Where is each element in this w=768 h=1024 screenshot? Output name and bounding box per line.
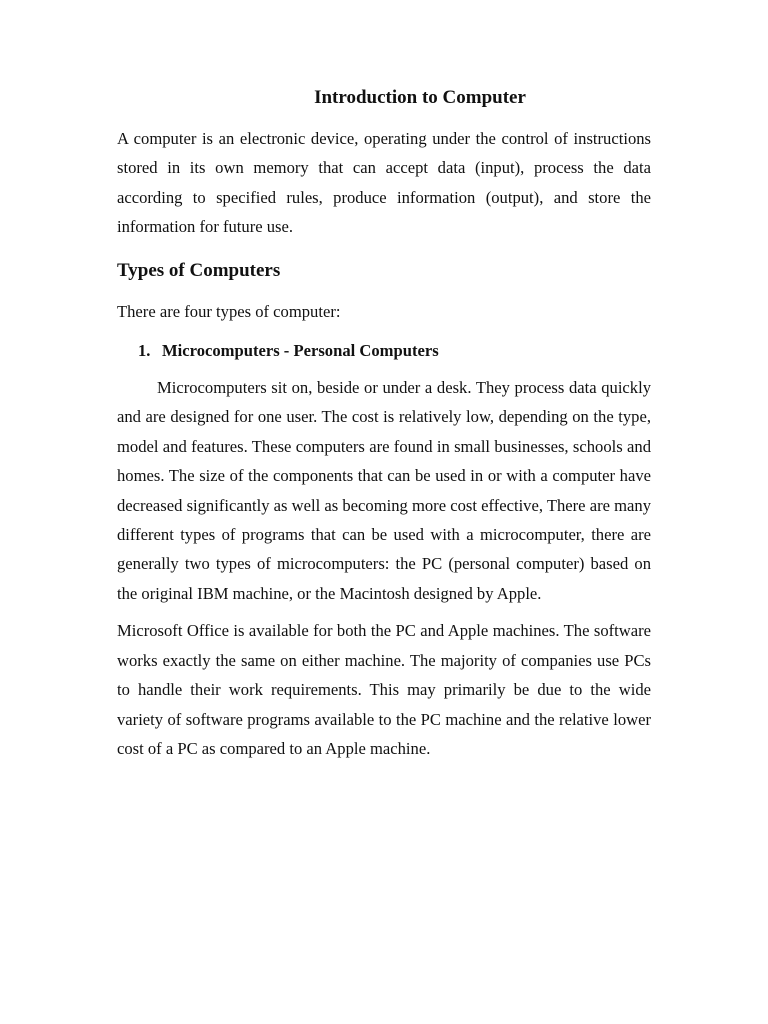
section-heading-types: Types of Computers (117, 259, 281, 281)
subsection-number: 1. (138, 341, 151, 361)
body-paragraph-office: Microsoft Office is available for both the PC and Apple machines. The software works exactly the same on either machine. The majority of companies use PCs to handle their work requirements. This may primarily be due to the wide variety of software programs available to the PC machine and the relative lower cost of a PC as compared to an Apple machine. (117, 621, 651, 758)
body-paragraph-microcomputers: Microcomputers sit on, beside or under a desk. They process data quickly and are designed for one user. The cost is relatively low, depending on the type, model and features. These computers are found in small businesses, schools and homes. The size of the components that can be used in or with a computer have decreased significantly as well as becoming more cost effective, There are many different types of programs that can be used with a microcomputer, there are generally two types of microcomputers: the PC (personal computer) based on the original IBM machine, or the Macintosh designed by Apple. (117, 378, 651, 603)
document-page (117, 84, 651, 763)
document-title: Introduction to Computer (314, 87, 526, 108)
intro-paragraph: A computer is an electronic device, operating under the control of instructions stored in its own memory that can accept data (input), process the data according to specified rules, produce information (output), and store the information for future use. (117, 129, 651, 237)
subsection-heading (138, 337, 651, 365)
section-lead-text: There are four types of computer: (117, 301, 341, 321)
subsection-title: Microcomputers - Personal Computers (162, 341, 439, 361)
